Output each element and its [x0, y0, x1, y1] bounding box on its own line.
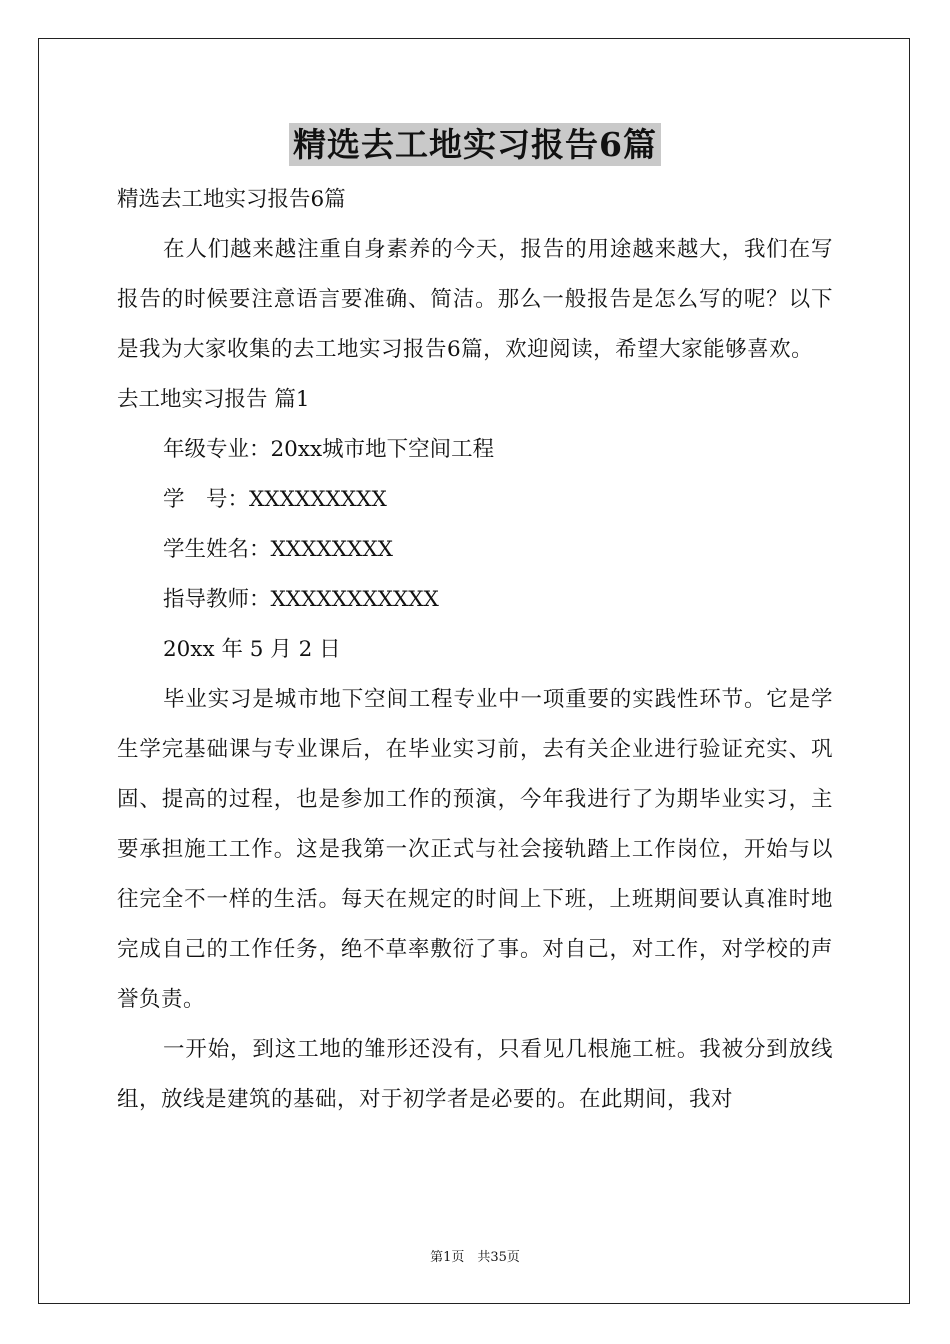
student-name-field: 学生姓名：XXXXXXXX	[163, 537, 393, 562]
body-paragraph: 毕业实习是城市地下空间工程专业中一项重要的实践性环节。它是学生学完基础课与专业课后，在毕业实习前，去有关企业进行验证充实、巩固、提高的过程，也是参加工作的预演，今年我进行了为期毕业实习，主要承担施工工作。这是我第一次正式与社会接轨踏上工作岗位，开始与以往完全不一样的生活。每天在规定的时间上下班，上班期间要认真准时地完成自己的工作任务，绝不草率敷衍了事。对自己，对工作，对学校的声誉负责。	[117, 687, 833, 1012]
section-heading: 去工地实习报告 篇1	[117, 387, 310, 412]
document-body	[117, 175, 833, 1125]
subtitle-line: 精选去工地实习报告6篇	[117, 187, 346, 212]
intro-paragraph: 在人们越来越注重自身素养的今天，报告的用途越来越大，我们在写报告的时候要注意语言要准确、简洁。那么一般报告是怎么写的呢？以下是我为大家收集的去工地实习报告6篇，欢迎阅读，希望大家能够喜欢。	[117, 237, 833, 362]
body-paragraph: 一开始，到这工地的雏形还没有，只看见几根施工桩。我被分到放线组，放线是建筑的基础，对于初学者是必要的。在此期间，我对	[117, 1037, 833, 1112]
page-footer: 第1页 共35页	[430, 1250, 520, 1265]
advisor-field: 指导教师：XXXXXXXXXXX	[163, 587, 439, 612]
student-id-field: 学 号：XXXXXXXXX	[163, 487, 387, 512]
grade-major-field: 年级专业：20xx城市地下空间工程	[163, 437, 495, 462]
document-title-block	[0, 123, 950, 167]
document-title: 精选去工地实习报告6篇	[289, 123, 661, 166]
date-field: 20xx 年 5 月 2 日	[163, 637, 341, 662]
